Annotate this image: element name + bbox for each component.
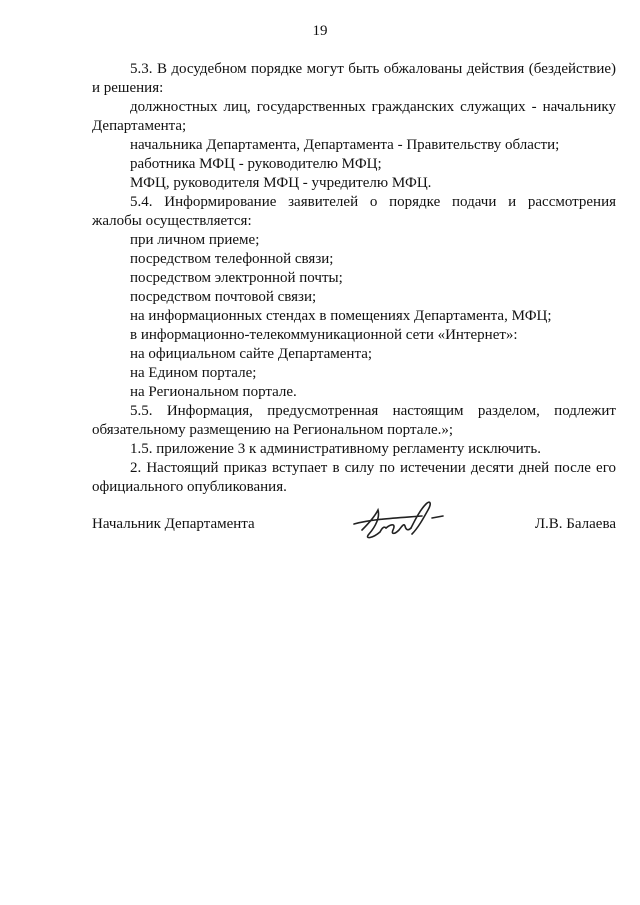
list-item-officials-line-1: должностных лиц, государственных гражданских служащих - начальнику [130,99,616,115]
list-item-regional-portal: на Региональном портале. [130,384,297,400]
paragraph-5-3-line-1: 5.3. В досудебном порядке могут быть обжалованы действия (бездействие) [130,61,616,77]
list-item-mfc-employee: работника МФЦ - руководителю МФЦ; [130,156,382,172]
paragraph-2-line-1: 2. Настоящий приказ вступает в силу по истечении десяти дней после его [130,460,616,476]
paragraph-5-3-line-2: и решения: [92,80,164,96]
handwritten-signature [320,486,460,558]
list-item-officials-line-2: Департамента; [92,118,187,134]
paragraph-5-4-line-2: жалобы осуществляется: [92,213,252,229]
list-item-email: посредством электронной почты; [130,270,343,286]
paragraph-5-4-line-1: 5.4. Информирование заявителей о порядке подачи и рассмотрения [130,194,616,210]
page-number: 19 [312,23,328,39]
list-item-telephone: посредством телефонной связи; [130,251,334,267]
list-item-internet: в информационно-телекоммуникационной сети «Интернет»: [130,327,518,343]
list-item-postal: посредством почтовой связи; [130,289,317,305]
list-item-info-stands: на информационных стендах в помещениях Департамента, МФЦ; [130,308,552,324]
list-item-unified-portal: на Едином портале; [130,365,257,381]
paragraph-2-line-2: официального опубликования. [92,479,287,495]
list-item-official-site: на официальном сайте Департамента; [130,346,373,362]
signatory-name: Л.В. Балаева [534,516,616,532]
signatory-position: Начальник Департамента [92,516,255,532]
paragraph-5-5-line-2: обязательному размещению на Региональном портале.»; [92,422,454,438]
paragraph-1-5: 1.5. приложение 3 к административному регламенту исключить. [130,441,541,457]
list-item-in-person: при личном приеме; [130,232,260,248]
list-item-mfc-head: МФЦ, руководителя МФЦ - учредителю МФЦ. [130,175,432,191]
list-item-head-of-department: начальника Департамента, Департамента - Правительству области; [130,137,560,153]
paragraph-5-5-line-1: 5.5. Информация, предусмотренная настоящим разделом, подлежит [130,403,616,419]
